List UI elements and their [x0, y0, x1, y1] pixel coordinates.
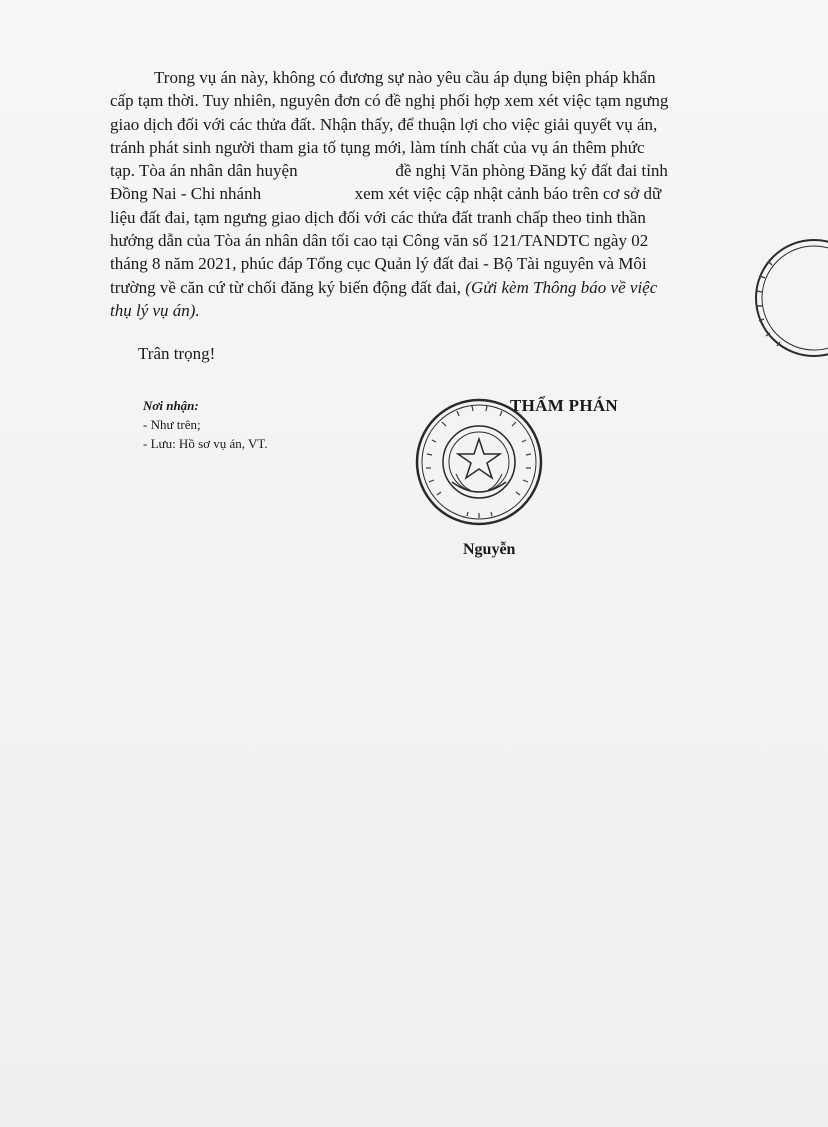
- recipients-title: Nơi nhận:: [143, 398, 199, 413]
- recipient-item: - Như trên;: [143, 417, 201, 432]
- paragraph-line: tháng 8 năm 2021, phúc đáp Tổng cục Quản lý đất đai - Bộ Tài nguyên và Môi: [110, 254, 647, 274]
- recipients-block: [143, 396, 268, 453]
- paragraph-line: cấp tạm thời. Tuy nhiên, nguyên đơn có đề nghị phối hợp xem xét việc tạm ngưng: [110, 91, 669, 111]
- paragraph-line: liệu đất đai, tạm ngưng giao dịch đối với các thửa đất tranh chấp theo tinh thần: [110, 207, 646, 227]
- paragraph-line: hướng dẫn của Tòa án nhân dân tối cao tại Công văn số 121/TANDTC ngày 02: [110, 231, 649, 251]
- paragraph-line-start: trường về căn cứ từ chối đăng ký biến động đất đai,: [110, 277, 462, 297]
- paragraph-line: giao dịch đối với các thửa đất. Nhận thấy, để thuận lợi cho việc giải quyết vụ án,: [110, 114, 658, 134]
- attachment-note: (Gửi kèm Thông báo về việc: [465, 277, 658, 297]
- judge-title: THẨM PHÁN: [510, 396, 618, 415]
- recipient-item: - Lưu: Hồ sơ vụ án, VT.: [143, 436, 268, 451]
- signer-name: Nguyễn: [463, 541, 516, 558]
- paragraph-line: tạp. Tòa án nhân dân huyện đề nghị Văn phòng Đăng ký đất đai tỉnh: [110, 161, 668, 181]
- paragraph-line: tránh phát sinh người tham gia tố tụng mới, làm tính chất của vụ án thêm phức: [110, 137, 645, 157]
- attachment-note-end: thụ lý vụ án).: [110, 300, 200, 320]
- main-paragraph: [110, 66, 750, 322]
- paragraph-line: [110, 276, 750, 299]
- paragraph-line: Đồng Nai - Chi nhánh xem xét việc cập nhật cảnh báo trên cơ sở dữ: [110, 184, 662, 204]
- closing-greeting: Trân trọng!: [138, 344, 216, 363]
- edge-seal-icon: [722, 236, 828, 366]
- paragraph-line: Trong vụ án này, không có đương sự nào yêu cầu áp dụng biện pháp khẩn: [154, 68, 656, 87]
